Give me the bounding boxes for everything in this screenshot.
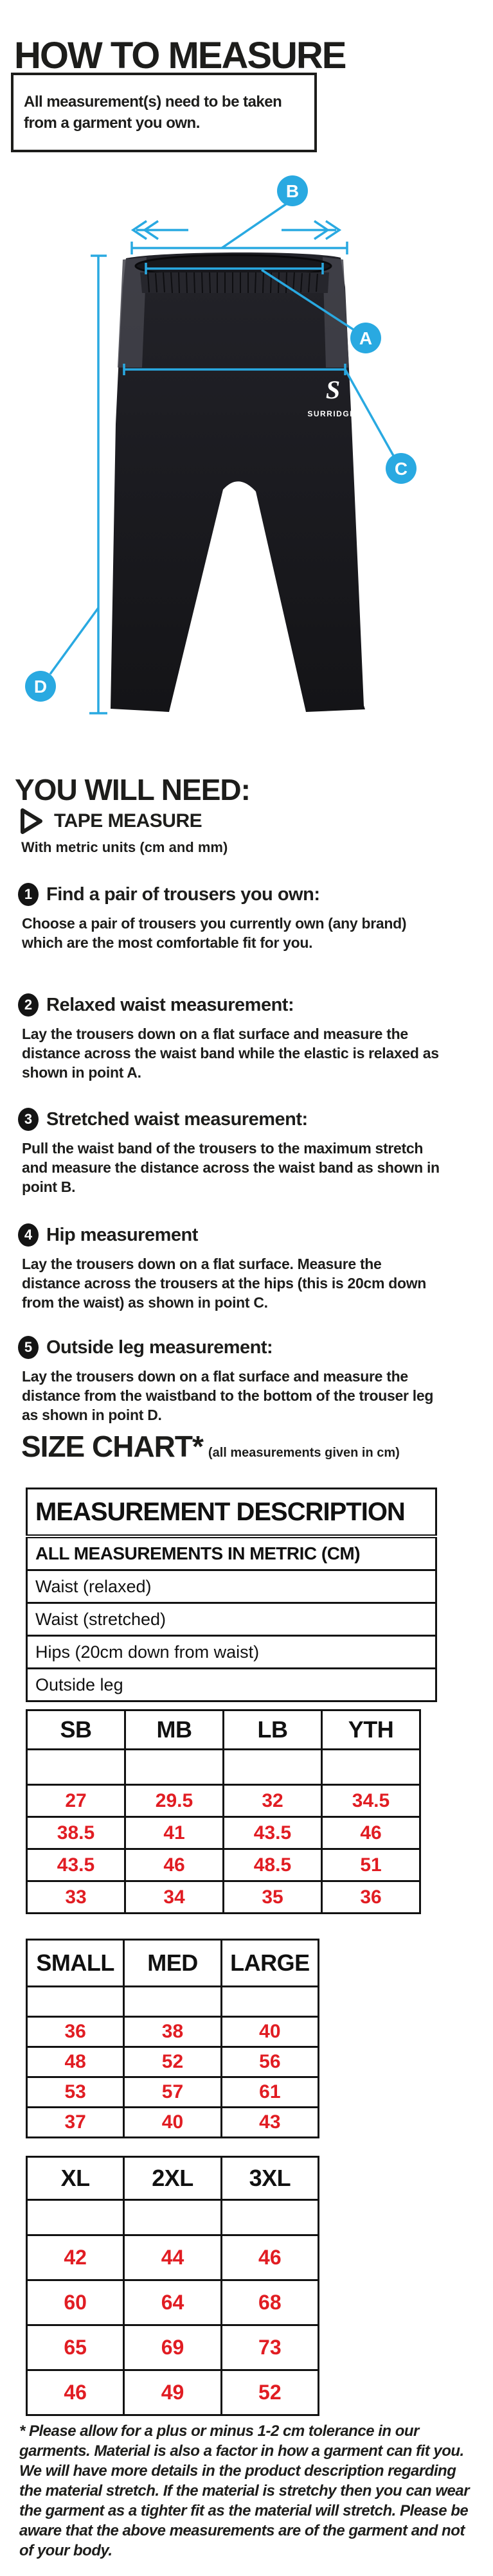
blank-cell (124, 2200, 221, 2235)
size-value-cell: 43.5 (224, 1817, 322, 1849)
size-value-cell: 69 (124, 2325, 221, 2370)
step-body: Choose a pair of trousers you currently own (any brand) which are the most comfortable fit for you. (22, 915, 407, 951)
svg-text:C: C (394, 459, 408, 479)
measurement-description-table (26, 1488, 437, 1702)
measurement-table-subheader: ALL MEASUREMENTS IN METRIC (CM) (27, 1536, 436, 1570)
svg-text:D: D (33, 677, 48, 697)
blank-cell (322, 1750, 420, 1785)
blank-cell (221, 1987, 318, 2017)
notice-text: All measurement(s) need to be taken from a garment you own. (24, 93, 282, 132)
blank-cell (124, 1987, 221, 2017)
point-a-marker (350, 323, 381, 353)
step-title: Stretched waist measurement: (46, 1108, 308, 1130)
tape-measure-icon (19, 808, 44, 834)
blank-cell (27, 2200, 124, 2235)
size-value-cell: 40 (124, 2108, 221, 2138)
step-title: Find a pair of trousers you own: (46, 884, 320, 905)
size-column-header: 2XL (124, 2157, 221, 2200)
step-body: Pull the waist band of the trousers to the maximum stretch and measure the distance across the waist band as shown in point B. (22, 1140, 440, 1195)
blank-cell (27, 1750, 125, 1785)
measurement-row-label: Waist (stretched) (27, 1603, 436, 1636)
size-value-cell: 52 (124, 2047, 221, 2077)
point-c-marker (386, 453, 417, 484)
size-value-cell: 34 (125, 1881, 224, 1914)
size-value-cell: 33 (27, 1881, 125, 1914)
step-body: Lay the trousers down on a flat surface. Measure the distance across the trousers at the hips (this is 20cm down from the waist) as shown in point C. (22, 1256, 427, 1311)
step-4 (18, 1223, 455, 1327)
notice-box (11, 73, 317, 152)
size-value-cell: 46 (27, 2370, 124, 2415)
size-column-header: 3XL (221, 2157, 318, 2200)
size-column-header: LARGE (221, 1940, 318, 1987)
size-value-cell: 68 (221, 2280, 318, 2325)
size-value-cell: 40 (221, 2017, 318, 2047)
page-title: HOW TO MEASURE (14, 34, 346, 76)
size-column-header: YTH (322, 1710, 420, 1750)
size-chart-note: (all measurements given in cm) (208, 1446, 400, 1460)
size-value-cell: 32 (224, 1785, 322, 1817)
step-body: Lay the trousers down on a flat surface and measure the distance from the waistband to the bottom of the trouser leg as shown in point D. (22, 1368, 434, 1423)
svg-text:S: S (325, 375, 341, 404)
size-value-cell: 57 (124, 2077, 221, 2108)
step-title: Relaxed waist measurement: (46, 994, 294, 1015)
size-column-header: MED (124, 1940, 221, 1987)
size-column-header: MB (125, 1710, 224, 1750)
svg-text:A: A (359, 328, 373, 348)
size-column-header: LB (224, 1710, 322, 1750)
size-value-cell: 38.5 (27, 1817, 125, 1849)
blank-cell (125, 1750, 224, 1785)
measurement-row-label: Outside leg (27, 1669, 436, 1701)
step-title: Hip measurement (46, 1224, 198, 1245)
size-value-cell: 29.5 (125, 1785, 224, 1817)
size-value-cell: 65 (27, 2325, 124, 2370)
step-3 (18, 1108, 455, 1211)
trousers-measurement-diagram (0, 159, 493, 739)
size-value-cell: 36 (27, 2017, 124, 2047)
size-table-small-med-large (26, 1939, 319, 2138)
point-d-marker (25, 671, 56, 702)
size-value-cell: 53 (27, 2077, 124, 2108)
svg-text:SURRIDGE: SURRIDGE (307, 409, 356, 418)
size-table-xl-2xl-3xl (26, 2156, 319, 2416)
blank-cell (27, 1987, 124, 2017)
size-value-cell: 46 (125, 1849, 224, 1881)
size-table-junior (26, 1709, 421, 1914)
size-value-cell: 48 (27, 2047, 124, 2077)
size-column-header: SB (27, 1710, 125, 1750)
size-value-cell: 41 (125, 1817, 224, 1849)
size-value-cell: 52 (221, 2370, 318, 2415)
measurement-row-label: Waist (relaxed) (27, 1570, 436, 1603)
size-column-header: SMALL (27, 1940, 124, 1987)
size-value-cell: 48.5 (224, 1849, 322, 1881)
size-value-cell: 34.5 (322, 1785, 420, 1817)
measurement-table-header: MEASUREMENT DESCRIPTION (27, 1489, 436, 1537)
you-will-need-heading: YOU WILL NEED: (15, 773, 250, 807)
size-value-cell: 64 (124, 2280, 221, 2325)
size-value-cell: 36 (322, 1881, 420, 1914)
step-2 (18, 993, 455, 1097)
size-value-cell: 46 (322, 1817, 420, 1849)
step-number-badge: 5 (18, 1336, 39, 1359)
point-b-marker (277, 175, 308, 206)
size-value-cell: 38 (124, 2017, 221, 2047)
svg-text:B: B (285, 181, 300, 201)
measurement-row-label: Hips (20cm down from waist) (27, 1636, 436, 1669)
size-value-cell: 49 (124, 2370, 221, 2415)
size-value-cell: 46 (221, 2235, 318, 2280)
size-chart-title: SIZE CHART* (21, 1430, 203, 1463)
size-value-cell: 61 (221, 2077, 318, 2108)
step-5 (18, 1336, 455, 1439)
step-number-badge: 4 (18, 1223, 39, 1247)
size-value-cell: 42 (27, 2235, 124, 2280)
tape-measure-item (19, 808, 202, 834)
step-number-badge: 2 (18, 993, 39, 1017)
size-value-cell: 51 (322, 1849, 420, 1881)
size-value-cell: 27 (27, 1785, 125, 1817)
size-value-cell: 60 (27, 2280, 124, 2325)
size-value-cell: 37 (27, 2108, 124, 2138)
step-body: Lay the trousers down on a flat surface and measure the distance across the waist band while the elastic is relaxed as shown in point A. (22, 1026, 439, 1081)
size-value-cell: 56 (221, 2047, 318, 2077)
size-column-header: XL (27, 2157, 124, 2200)
tape-measure-label: TAPE MEASURE (54, 810, 202, 831)
step-number-badge: 1 (18, 883, 39, 906)
size-value-cell: 43.5 (27, 1849, 125, 1881)
size-value-cell: 73 (221, 2325, 318, 2370)
trousers-image (111, 253, 365, 712)
size-value-cell: 35 (224, 1881, 322, 1914)
tolerance-disclaimer: * Please allow for a plus or minus 1-2 cm tolerance in our garments. Material is also a factor in how a garment can fit you. We will have more details in the product description regarding the material stretch. If the material is stretchy then you can wear the garment as a tighter fit as the material will stretch. Please be aware that the above measurements are of the garment and not of your body. (19, 2422, 470, 2559)
size-value-cell: 43 (221, 2108, 318, 2138)
size-chart-heading (21, 1429, 400, 1464)
blank-cell (224, 1750, 322, 1785)
step-number-badge: 3 (18, 1108, 39, 1131)
blank-cell (221, 2200, 318, 2235)
step-title: Outside leg measurement: (46, 1337, 273, 1358)
step-1 (18, 883, 455, 967)
tape-measure-note: With metric units (cm and mm) (21, 839, 228, 855)
size-value-cell: 44 (124, 2235, 221, 2280)
